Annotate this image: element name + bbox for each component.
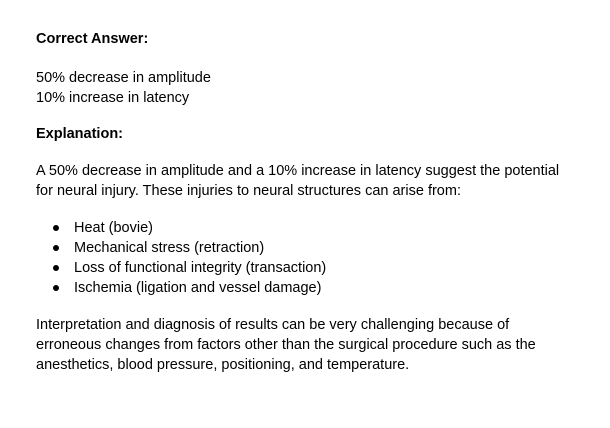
bullet-dot-icon: [53, 225, 59, 231]
explanation-paragraph-interpretation: Interpretation and diagnosis of results can be very challenging because of erroneous changes from factors other than the surgical procedure such as the anesthetics, blood pressure, positioning, and temperature.: [36, 317, 536, 373]
explanation-heading: Explanation:: [36, 126, 124, 142]
correct-answer-heading: Correct Answer:: [36, 31, 149, 47]
list-item: [36, 218, 574, 238]
list-item-text: Ischemia (ligation and vessel damage): [74, 280, 322, 296]
list-item-text: Heat (bovie): [74, 220, 153, 236]
answer-line-latency: 10% increase in latency: [36, 90, 190, 106]
list-item-text: Mechanical stress (retraction): [74, 240, 265, 256]
injury-causes-list: [36, 218, 574, 298]
correct-answer-block: [36, 68, 574, 108]
list-item: [36, 238, 574, 258]
bullet-dot-icon: [53, 265, 59, 271]
list-item: [36, 258, 574, 278]
answer-line-amplitude: 50% decrease in amplitude: [36, 70, 211, 86]
explanation-paragraph-intro: A 50% decrease in amplitude and a 10% increase in latency suggest the potential for neural injury. These injuries to neural structures can arise from:: [36, 163, 560, 199]
list-item-text: Loss of functional integrity (transaction): [74, 260, 327, 276]
bullet-dot-icon: [53, 245, 59, 251]
bullet-dot-icon: [53, 285, 59, 291]
list-item: [36, 278, 574, 298]
